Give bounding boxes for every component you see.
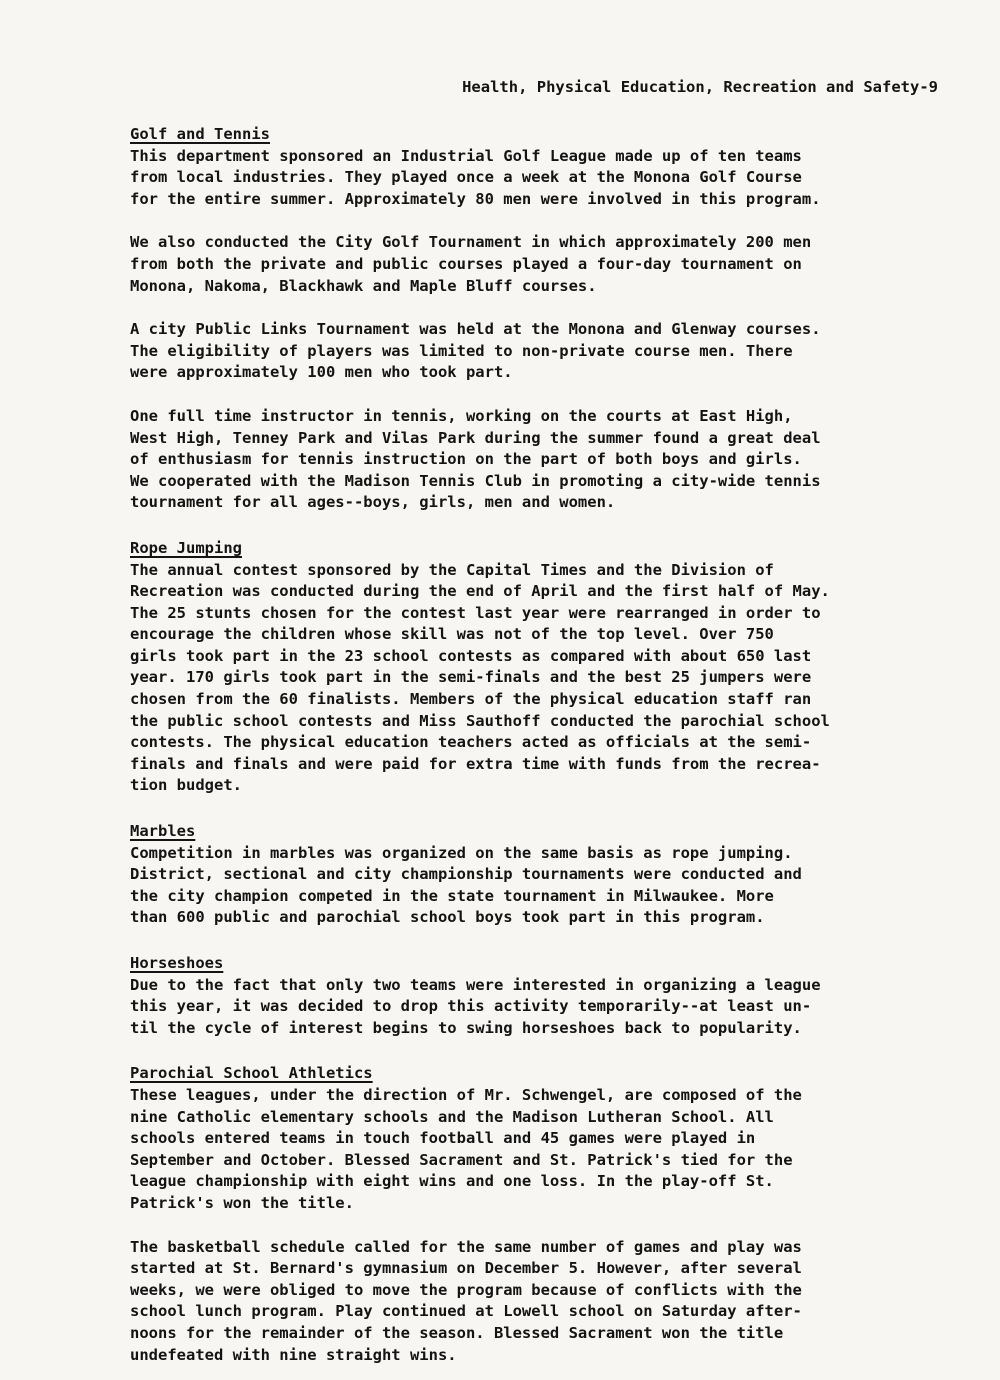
text-line: The basketball schedule called for the same number of games and play was xyxy=(130,1237,802,1256)
text-line: tion budget. xyxy=(130,776,242,795)
text-line: started at St. Bernard's gymnasium on December 5. However, after several xyxy=(130,1259,802,1278)
text-line: encourage the children whose skill was not of the top level. Over 750 xyxy=(130,625,774,644)
text-line: These leagues, under the direction of Mr. Schwengel, are composed of the xyxy=(130,1085,802,1104)
text-line: weeks, we were obliged to move the program because of conflicts with the xyxy=(130,1280,802,1299)
text-line: September and October. Blessed Sacrament and St. Patrick's tied for the xyxy=(130,1150,793,1169)
section-heading-parochial-athletics: Parochial School Athletics xyxy=(130,1064,373,1083)
section-heading-horseshoes: Horseshoes xyxy=(130,954,224,972)
text-line: Competition in marbles was organized on the same basis as rope jumping. xyxy=(130,843,793,862)
text-line: This department sponsored an Industrial Golf League made up of ten teams xyxy=(130,146,802,165)
text-line: the public school contests and Miss Sauthoff conducted the parochial school xyxy=(130,711,830,730)
text-line: schools entered teams in touch football and 45 games were played in xyxy=(130,1129,756,1148)
text-line: from local industries. They played once a week at the Monona Golf Course xyxy=(130,168,802,187)
text-line: We cooperated with the Madison Tennis Club in promoting a city-wide tennis xyxy=(130,471,821,490)
paragraph-parochial-football xyxy=(130,1085,950,1215)
document-body xyxy=(130,124,950,1366)
text-line: year. 170 girls took part in the semi-finals and the best 25 jumpers were xyxy=(130,668,812,687)
text-line: school lunch program. Play continued at Lowell school on Saturday after- xyxy=(130,1302,802,1321)
text-line: Patrick's won the title. xyxy=(130,1193,354,1212)
section-heading-golf-tennis: Golf and Tennis xyxy=(130,125,270,143)
paragraph-tennis xyxy=(130,406,950,514)
paragraph-golf-league xyxy=(130,146,950,211)
text-line: were approximately 100 men who took part. xyxy=(130,363,513,382)
text-line: of enthusiasm for tennis instruction on the part of both boys and girls. xyxy=(130,450,802,469)
paragraph-rope-jumping xyxy=(130,560,950,798)
text-line: nine Catholic elementary schools and the Madison Lutheran School. All xyxy=(130,1107,774,1126)
section-heading-marbles: Marbles xyxy=(130,822,196,841)
text-line: finals and finals and were paid for extra time with funds from the recrea- xyxy=(130,754,821,773)
text-line: girls took part in the 23 school contests as compared with about 650 last xyxy=(130,646,812,665)
running-head: Health, Physical Education, Recreation and Safety-9 xyxy=(462,78,938,96)
paragraph-public-links xyxy=(130,319,950,384)
text-line: noons for the remainder of the season. Blessed Sacrament won the title xyxy=(130,1323,784,1342)
text-line: Monona, Nakoma, Blackhawk and Maple Bluff courses. xyxy=(130,276,597,295)
text-line: Recreation was conducted during the end of April and the first half of May. xyxy=(130,582,830,601)
text-line: undefeated with nine straight wins. xyxy=(130,1345,457,1364)
text-line: The 25 stunts chosen for the contest last year were rearranged in order to xyxy=(130,603,821,622)
text-line: than 600 public and parochial school boys took part in this program. xyxy=(130,908,765,927)
text-line: A city Public Links Tournament was held at the Monona and Glenway courses. xyxy=(130,320,821,339)
text-line: The annual contest sponsored by the Capital Times and the Division of xyxy=(130,560,774,579)
text-line: Due to the fact that only two teams were interested in organizing a league xyxy=(130,975,821,994)
text-line: West High, Tenney Park and Vilas Park during the summer found a great deal xyxy=(130,428,821,447)
text-line: chosen from the 60 finalists. Members of the physical education staff ran xyxy=(130,690,812,709)
paragraph-parochial-basketball xyxy=(130,1237,950,1367)
text-line: league championship with eight wins and one loss. In the play-off St. xyxy=(130,1172,774,1191)
text-line: We also conducted the City Golf Tournament in which approximately 200 men xyxy=(130,233,812,252)
text-line: contests. The physical education teachers acted as officials at the semi- xyxy=(130,733,812,752)
text-line: the city champion competed in the state tournament in Milwaukee. More xyxy=(130,886,774,905)
text-line: The eligibility of players was limited to non-private course men. There xyxy=(130,341,793,360)
text-line: this year, it was decided to drop this activity temporarily--at least un- xyxy=(130,997,812,1016)
text-line: tournament for all ages--boys, girls, men and women. xyxy=(130,493,616,512)
text-line: for the entire summer. Approximately 80 men were involved in this program. xyxy=(130,189,821,208)
text-line: District, sectional and city championship tournaments were conducted and xyxy=(130,865,802,884)
paragraph-city-golf xyxy=(130,232,950,297)
text-line: til the cycle of interest begins to swing horseshoes back to popularity. xyxy=(130,1018,802,1037)
text-line: One full time instructor in tennis, working on the courts at East High, xyxy=(130,406,793,425)
text-line: from both the private and public courses played a four-day tournament on xyxy=(130,254,802,273)
paragraph-horseshoes xyxy=(130,975,950,1040)
section-heading-rope-jumping: Rope Jumping xyxy=(130,538,242,557)
paragraph-marbles xyxy=(130,843,950,929)
